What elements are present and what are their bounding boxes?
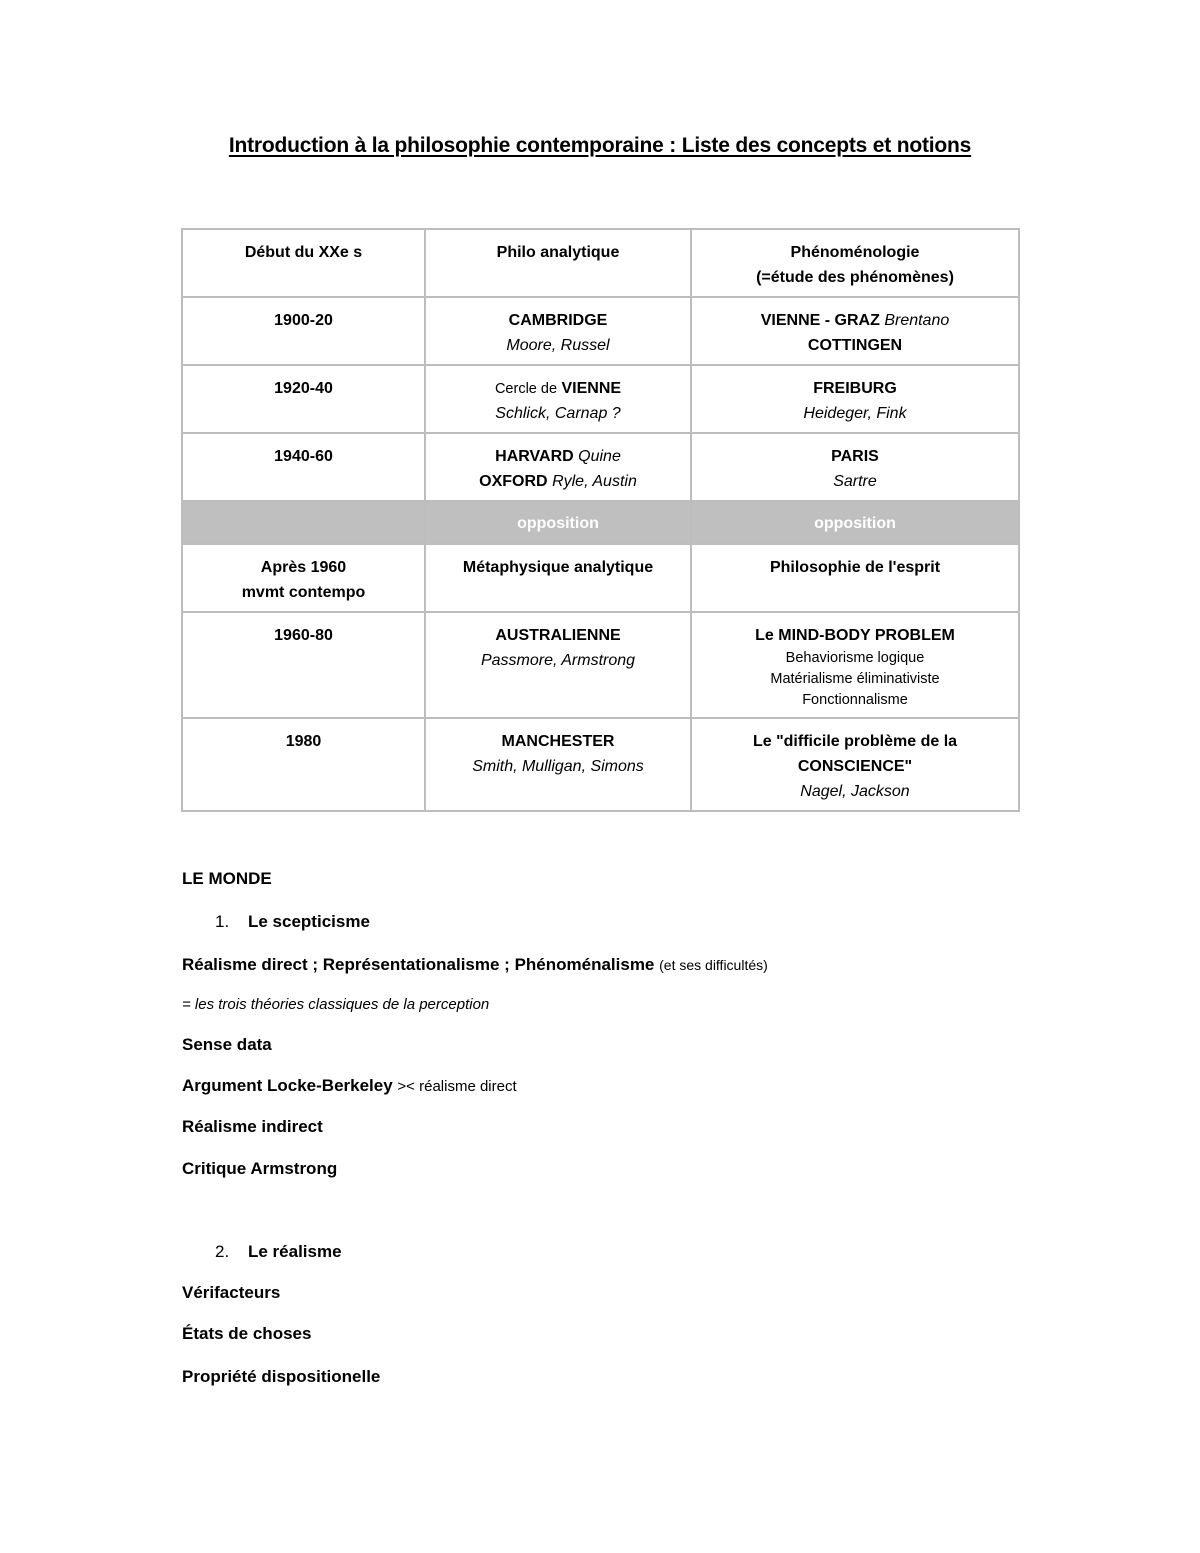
period-cell: 1900-20 <box>182 297 425 365</box>
theory-item: Fonctionnalisme <box>802 692 908 708</box>
analytic-cell <box>425 612 691 718</box>
header-analytic <box>425 229 691 297</box>
circle-prefix: Cercle de <box>494 381 558 397</box>
heading-number: 2. <box>215 1242 230 1261</box>
analytic-cell <box>425 718 691 811</box>
table-subheader-row <box>182 544 1019 612</box>
period-cell: 1940-60 <box>182 433 425 501</box>
authors-2: Ryle, Austin <box>552 473 637 490</box>
authors: Nagel, Jackson <box>800 783 910 800</box>
concept-text: Critique Armstrong <box>182 1159 338 1178</box>
concept-bold: Réalisme direct ; Représentationalisme ; Phénoménalisme <box>182 955 655 974</box>
concept-line <box>182 1076 517 1096</box>
concept-line: Réalisme indirect <box>182 1117 323 1136</box>
mind-cell <box>691 718 1019 811</box>
header-phenomenology <box>691 229 1019 297</box>
header-period-label: Début du XXe s <box>244 244 363 261</box>
mind-cell <box>691 612 1019 718</box>
table-row <box>182 433 1019 501</box>
period-cell: 1920-40 <box>182 365 425 433</box>
authors: Smith, Mulligan, Simons <box>472 758 644 775</box>
table-row <box>182 365 1019 433</box>
school-name: VIENNE - GRAZ <box>760 312 880 329</box>
page-title: Introduction à la philosophie contemporaine : Liste des concepts et notions <box>228 134 972 157</box>
heading-number: 1. <box>215 912 230 931</box>
school-name: VIENNE <box>561 380 622 397</box>
phenomenology-cell <box>691 365 1019 433</box>
opposition-empty-cell <box>182 501 425 544</box>
school-name: AUSTRALIENNE <box>495 627 621 644</box>
table-row <box>182 718 1019 811</box>
authors: Moore, Russel <box>506 337 610 354</box>
heading-text: Le scepticisme <box>248 912 370 931</box>
school-name: HARVARD <box>495 448 574 465</box>
concept-line: Vérifacteurs <box>182 1283 281 1302</box>
problem-name: Le "difficile problème de la <box>752 733 958 750</box>
opposition-label: opposition <box>425 501 691 544</box>
concept-italic-note: = les trois théories classiques de la perception <box>182 996 490 1013</box>
school-name-2: COTTINGEN <box>807 337 903 354</box>
concept-line <box>182 955 768 975</box>
concept-line: États de choses <box>182 1324 312 1343</box>
authors: Passmore, Armstrong <box>480 652 636 669</box>
concept-line <box>182 1159 337 1179</box>
authors: Brentano <box>884 312 950 329</box>
school-name-2: OXFORD <box>479 473 548 490</box>
opposition-label: opposition <box>691 501 1019 544</box>
authors: Quine <box>578 448 621 465</box>
period-cell: 1980 <box>182 718 425 811</box>
school-name: MANCHESTER <box>501 733 615 750</box>
concept-bold: Argument Locke-Berkeley <box>182 1076 393 1095</box>
subheader-analytic: Métaphysique analytique <box>425 544 691 612</box>
authors: Heideger, Fink <box>803 405 907 422</box>
period-sub: mvmt contempo <box>241 584 366 601</box>
header-analytic-label: Philo analytique <box>496 244 620 261</box>
period-cell: 1960-80 <box>182 612 425 718</box>
concept-line: Propriété dispositionelle <box>182 1367 381 1386</box>
school-name: PARIS <box>831 448 879 465</box>
subheader-mind: Philosophie de l'esprit <box>691 544 1019 612</box>
authors: Sartre <box>833 473 877 490</box>
analytic-cell <box>425 365 691 433</box>
concept-rest: >< réalisme direct <box>397 1078 517 1095</box>
analytic-cell <box>425 433 691 501</box>
school-name: CAMBRIDGE <box>508 312 608 329</box>
header-phenomenology-label: Phénoménologie <box>790 244 920 261</box>
concept-note: (et ses difficultés) <box>659 957 768 973</box>
table-row <box>182 297 1019 365</box>
phenomenology-cell <box>691 297 1019 365</box>
authors: Schlick, Carnap ? <box>495 405 621 422</box>
school-name: FREIBURG <box>813 380 897 397</box>
problem-name-2: CONSCIENCE" <box>797 758 913 775</box>
table-row <box>182 612 1019 718</box>
analytic-cell <box>425 297 691 365</box>
table-header-row <box>182 229 1019 297</box>
section-heading: LE MONDE <box>182 869 272 888</box>
phenomenology-cell <box>691 433 1019 501</box>
header-phenomenology-sub: (=étude des phénomènes) <box>756 269 954 286</box>
header-period <box>182 229 425 297</box>
theory-item: Behaviorisme logique <box>785 650 925 666</box>
concepts-table <box>181 228 1020 812</box>
concept-line: Sense data <box>182 1035 272 1054</box>
theory-item: Matérialisme éliminativiste <box>770 671 940 687</box>
heading-text: Le réalisme <box>248 1242 342 1261</box>
problem-name: Le MIND-BODY PROBLEM <box>755 627 955 644</box>
period-label: Après 1960 <box>260 559 347 576</box>
opposition-row <box>182 501 1019 544</box>
period-cell <box>182 544 425 612</box>
